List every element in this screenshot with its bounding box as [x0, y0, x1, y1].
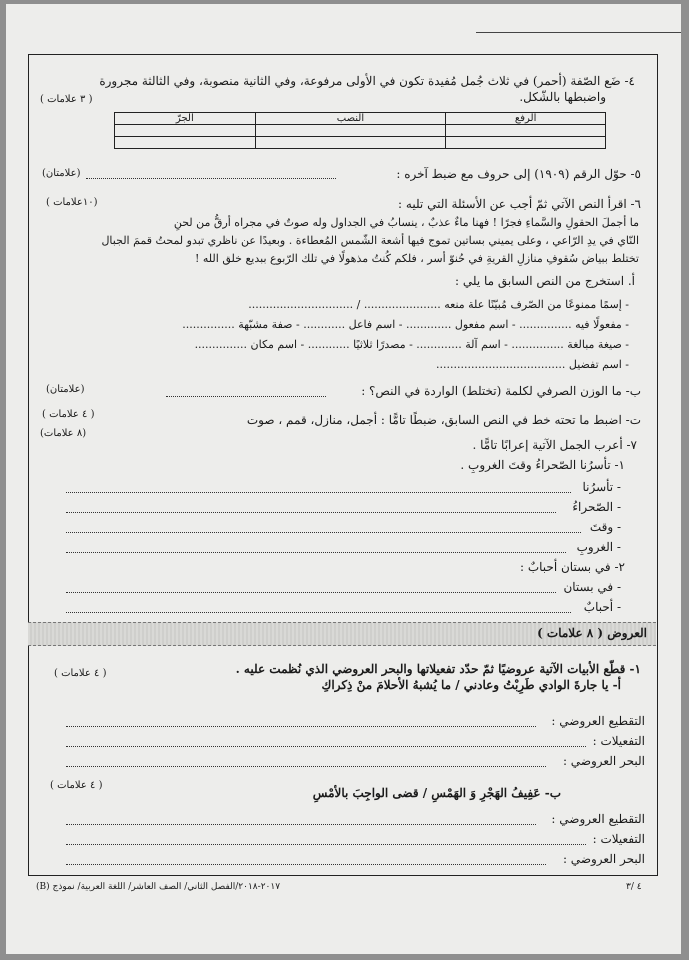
- answer-line[interactable]: [66, 592, 556, 593]
- answer-line[interactable]: [66, 864, 546, 865]
- q7-word-5: - في بستان: [563, 580, 621, 594]
- table-header-nasb: النصب: [255, 113, 446, 125]
- q6-a-title: أ. استخرج من النص السابق ما يلي :: [455, 274, 635, 288]
- table-cell[interactable]: [255, 137, 446, 149]
- q7-sentence-1: ١- تأسرُنا الصّحراءُ وقتَ الغروبِ .: [460, 458, 625, 472]
- exam-sheet: [6, 4, 681, 954]
- table-cell[interactable]: [115, 125, 256, 137]
- passage-line-2: النّاي في يدِ الرّاعي ، وعلى يميني بساتين تموج فيها أشعة الشّمس المُعطاءة . وبعيدًا عن ناظري تبدو لمحتُ قممَ الجبال: [101, 234, 639, 247]
- answer-line[interactable]: [66, 492, 571, 493]
- q7-word-3: - وقتَ: [589, 520, 621, 534]
- q4-text-line1: ٤- ضَع الصّفة (أحمر) في ثلاث جُمل مُفيدة تكون في الأولى مرفوعة، وفي الثانية منصوبة، وفي الثالثة مجرورة: [99, 74, 635, 88]
- answer-line[interactable]: [66, 726, 536, 727]
- answer-line[interactable]: [66, 844, 586, 845]
- field-bahr-a: البحر العروضي :: [562, 754, 645, 768]
- q7-title: ٧- أعرب الجمل الآتية إعرابًا تامًّا .: [472, 438, 637, 452]
- answer-line[interactable]: [66, 512, 556, 513]
- passage-line-1: ما أجملَ الحقولِ والسَّماءِ فجرًا ! فهنا ماءٌ عذبٌ ، ينسابُ في الجداول وله صوتٌ في مجراه أرقُّ من لحنِ: [173, 216, 639, 229]
- q5-answer-line[interactable]: [86, 178, 336, 179]
- q6-a-item-3: - صيغة مبالغة ............... - اسم آلة ............. - مصدرًا ثلاثيًا ............ - اسم مكان ...............: [194, 338, 629, 351]
- table-cell[interactable]: [446, 137, 606, 149]
- page-number: ٤ /٣: [626, 882, 642, 892]
- table-cell[interactable]: [446, 125, 606, 137]
- arud-title: العروض ( ٨ علامات ): [537, 626, 647, 640]
- q4-marks: ( ٣ علامات ): [40, 94, 93, 105]
- answer-line[interactable]: [66, 612, 571, 613]
- q6-a-item-2: - مفعولًا فيه ............... - اسم مفعول ............. - اسم فاعل ............ - صفة مشبّهة ...............: [182, 318, 629, 331]
- field-tafeelat-a: التفعيلات :: [592, 734, 645, 748]
- field-taqti-b: التقطيع العروضي :: [551, 812, 645, 826]
- q7-word-2: - الصّحراءُ: [572, 500, 621, 514]
- answer-line[interactable]: [66, 552, 566, 553]
- answer-line[interactable]: [66, 766, 546, 767]
- table-cell[interactable]: [255, 125, 446, 137]
- q7-sentence-2: ٢- في بستان أحبابٌ :: [519, 560, 625, 574]
- top-rule: [476, 32, 681, 33]
- q6-a-item-1: - إسمًا ممنوعًا من الصّرف مُبيّنًا علة منعه ...................... / ..............................: [248, 298, 629, 311]
- table-header-raf: الرفع: [446, 113, 606, 125]
- table-cell[interactable]: [115, 137, 256, 149]
- q7-word-4: - الغروبِ: [576, 540, 621, 554]
- q5-marks: (علامتان): [42, 168, 81, 179]
- answer-line[interactable]: [66, 532, 581, 533]
- q6-c-marks: ( ٤ علامات ): [42, 409, 95, 420]
- q4-text-line2: واضبطها بالشّكل.: [519, 90, 606, 104]
- q6-b-text: ب- ما الوزن الصرفي لكلمة (تختلط) الواردة في النص؟ :: [361, 384, 641, 398]
- q6-b-answer-line[interactable]: [166, 396, 326, 397]
- q6-b-marks: (علامتان): [46, 384, 85, 395]
- q6-a-item-4: - اسم تفضيل .....................................: [436, 358, 629, 371]
- q7-word-1: - تأسرُنا: [582, 480, 621, 494]
- answer-line[interactable]: [66, 746, 586, 747]
- q5-text: ٥- حوّل الرقم (١٩٠٩) إلى حروف مع ضبط آخره :: [396, 167, 641, 181]
- q4-table: [114, 112, 606, 149]
- q6-c-text: ت- اضبط ما تحته خط في النص السابق، ضبطًا تامًّا : أجمل، منازل، قمم ، صوت: [246, 413, 641, 427]
- passage-line-3: تختلط ببياض سُقوفِ منازلِ القريةِ في حُنوّ أسر ، فلكم كُنتُ مذهولًا في تلك الرّبوع ببديع خلق الله !: [194, 252, 639, 265]
- verse-b: ب- عَفِيفُ الهَجْرِ وَ الهَمْسِ / قضى الواجِبَ بالأمْسِ: [312, 786, 561, 800]
- field-bahr-b: البحر العروضي :: [562, 852, 645, 866]
- q7-marks: (٨ علامات): [40, 428, 87, 439]
- table-header-jarr: الجرّ: [115, 113, 256, 125]
- verse-a-marks: ( ٤ علامات ): [54, 668, 107, 679]
- q6-intro: ٦- اقرأ النص الآتي ثمّ أجب عن الأسئلة التي تليه :: [398, 197, 641, 211]
- verse-b-marks: ( ٤ علامات ): [50, 780, 103, 791]
- q7-word-6: - أحبابٌ: [583, 600, 621, 614]
- footer-info: ٢٠١٧-٢٠١٨/الفصل الثاني/ الصف العاشر/ اللغة العربية/ نموذج (B): [36, 882, 281, 892]
- field-taqti-a: التقطيع العروضي :: [551, 714, 645, 728]
- arud-q1: ١- قطّع الأبيات الآتية عروضيًا ثمّ حدّد تفعيلاتها والبحر العروضي الذي نُظمت عليه .: [235, 662, 641, 676]
- field-tafeelat-b: التفعيلات :: [592, 832, 645, 846]
- verse-a: أ- يا جارةَ الوادي طَرِبْتُ وعادني / ما يُشبهُ الأحلامَ منْ ذِكراكِ: [321, 678, 621, 692]
- answer-line[interactable]: [66, 824, 536, 825]
- q6-marks: (١٠علامات ): [46, 197, 98, 208]
